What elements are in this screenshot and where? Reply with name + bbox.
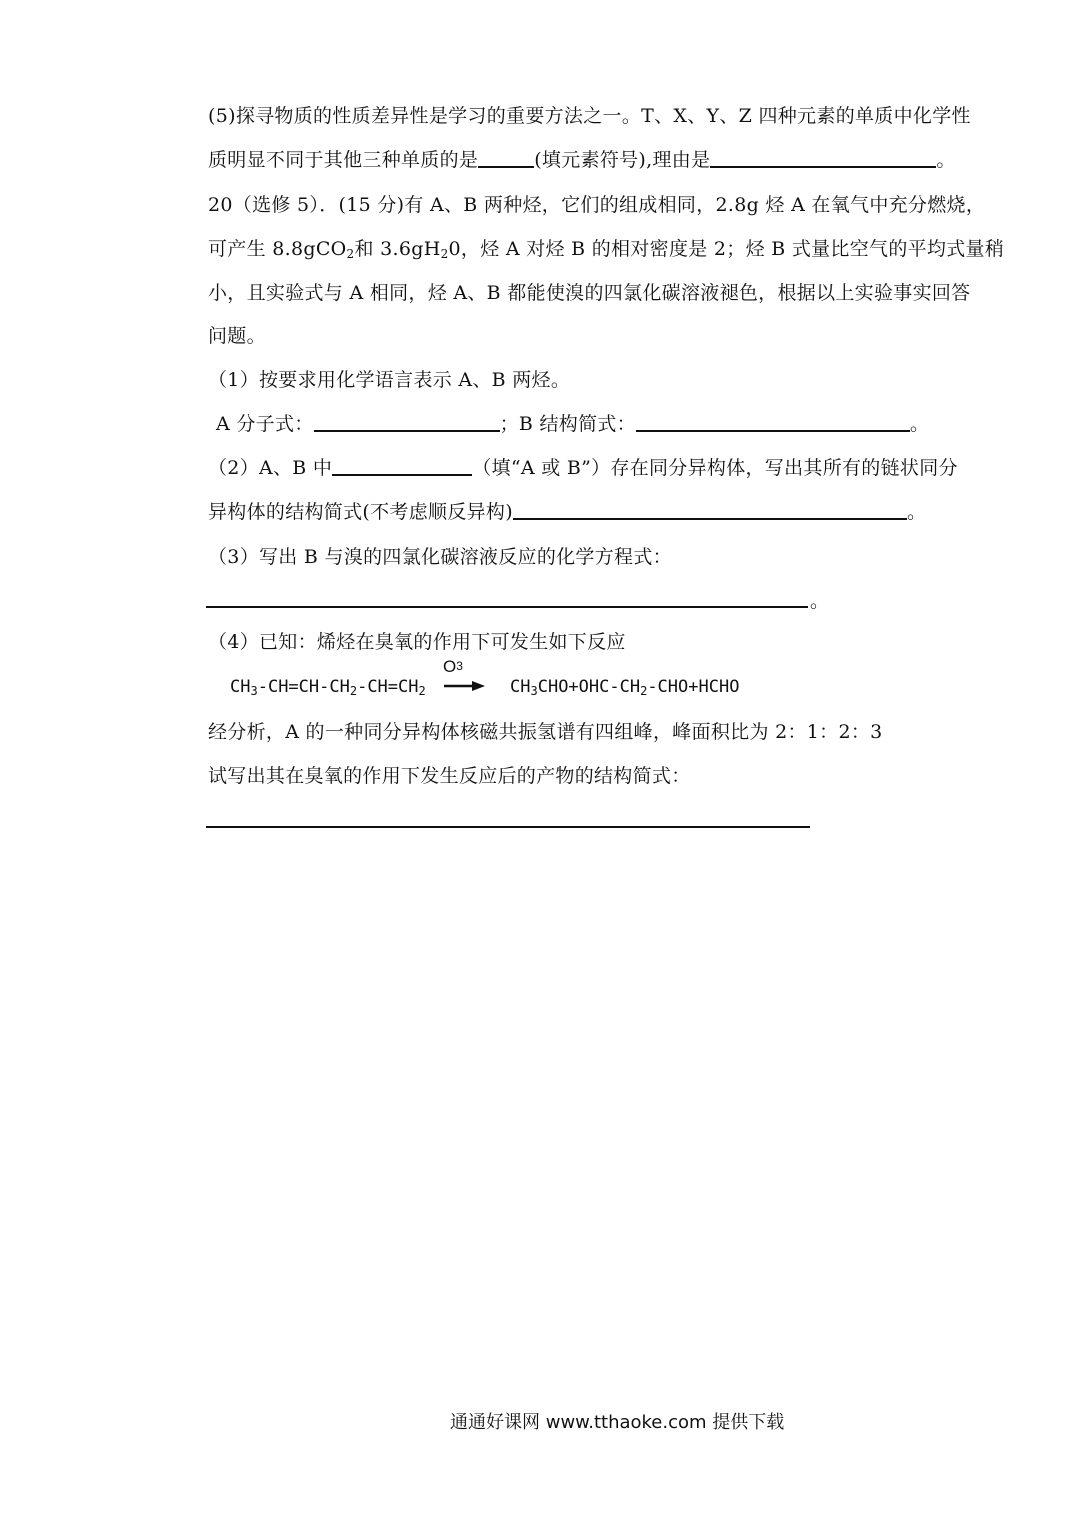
product-part-1: CH xyxy=(510,677,531,697)
q20-part4-line-2: 试写出其在臭氧的作用下发生反应后的产物的结构简式： xyxy=(208,765,691,787)
q20-part1-label-a: A 分子式： xyxy=(216,413,314,435)
q20-part1-end: 。 xyxy=(909,413,930,435)
q20-part2-end: 。 xyxy=(906,501,927,523)
q20-line-2 xyxy=(208,237,1004,266)
q5-line-2-end: 。 xyxy=(936,149,956,171)
reaction-reactant xyxy=(230,676,426,702)
reaction-arrow-icon xyxy=(442,680,486,692)
q20-part3-end: 。 xyxy=(810,590,830,612)
q20-part2-line-2 xyxy=(208,500,926,524)
answer-blank-a-or-b[interactable] xyxy=(332,456,472,476)
answer-blank-isomers[interactable] xyxy=(513,500,907,520)
reactant-sub-1: 3 xyxy=(250,684,258,698)
q20-line-3: 小，且实验式与 A 相同，烃 A、B 都能使溴的四氯化碳溶液褪色，根据以上实验事实回答 xyxy=(208,282,971,304)
q5-line-1: (5)探寻物质的性质差异性是学习的重要方法之一。T、X、Y、Z 四种元素的单质中化学性 xyxy=(208,105,971,127)
reactant-part-2: -CH=CH-CH xyxy=(257,677,350,697)
answer-line-equation[interactable] xyxy=(206,606,808,608)
reaction-products xyxy=(510,676,739,702)
reaction-reagent xyxy=(443,655,463,678)
answer-blank-reason[interactable] xyxy=(710,148,936,168)
answer-blank-structural-formula-b[interactable] xyxy=(636,412,910,432)
q20-part3-title: （3）写出 B 与溴的四氯化碳溶液反应的化学方程式： xyxy=(208,546,672,568)
product-part-2: CHO+OHC-CH xyxy=(537,677,641,697)
q20-line-2-b: 和 3.6gH xyxy=(354,238,441,260)
reagent-o: O xyxy=(443,657,457,676)
footer-text: 通通好课网 www.tthaoke.com 提供下载 xyxy=(450,1412,785,1433)
answer-blank-element-symbol[interactable] xyxy=(478,148,534,168)
q20-part2-a: （2）A、B 中 xyxy=(208,457,333,479)
q20-line-2-a: 可产生 8.8gCO xyxy=(208,238,347,260)
q20-part1-title: （1）按要求用化学语言表示 A、B 两烃。 xyxy=(208,369,571,391)
q20-part1-answers xyxy=(216,412,929,436)
reagent-sub: 3 xyxy=(456,659,463,673)
product-sub-2: 2 xyxy=(640,684,648,698)
q20-part1-label-b: ；B 结构简式： xyxy=(499,413,636,435)
q20-part2-b: （填“A 或 B”）存在同分异构体，写出其所有的链状同分 xyxy=(472,457,958,479)
product-part-3: -CHO+HCHO xyxy=(647,677,740,697)
q5-line-2 xyxy=(208,148,956,172)
reactant-part-1: CH xyxy=(230,677,251,697)
reactant-sub-2: 2 xyxy=(349,684,358,698)
reactant-sub-3: 2 xyxy=(418,684,426,698)
q20-part2-c: 异构体的结构简式(不考虑顺反异构) xyxy=(208,501,513,523)
product-sub-1: 3 xyxy=(530,684,538,698)
q20-line-2-sub2: 2 xyxy=(440,247,449,261)
answer-blank-molecular-formula[interactable] xyxy=(314,412,500,432)
reactant-part-3: -CH=CH xyxy=(357,677,419,697)
q20-line-1: 20（选修 5）．(15 分)有 A、B 两种烃，它们的组成相同，2.8g 烃 A 在氧气中充分燃烧， xyxy=(208,194,986,216)
q5-line-2-text-a: 质明显不同于其他三种单质的是 xyxy=(208,149,479,171)
q20-part2-line-1 xyxy=(208,456,958,480)
q20-line-2-sub1: 2 xyxy=(346,247,355,261)
q20-line-4: 问题。 xyxy=(208,325,266,347)
q5-line-2-text-b: (填元素符号),理由是 xyxy=(534,149,711,171)
q20-part4-line-1: 经分析，A 的一种同分异构体核磁共振氢谱有四组峰，峰面积比为 2：1：2：3 xyxy=(208,721,883,743)
q20-line-2-c: 0，烃 A 对烃 B 的相对密度是 2；烃 B 式量比空气的平均式量稍 xyxy=(448,238,1005,260)
answer-line-products[interactable] xyxy=(206,826,810,828)
q20-part4-title: （4）已知：烯烃在臭氧的作用下可发生如下反应 xyxy=(208,631,626,653)
